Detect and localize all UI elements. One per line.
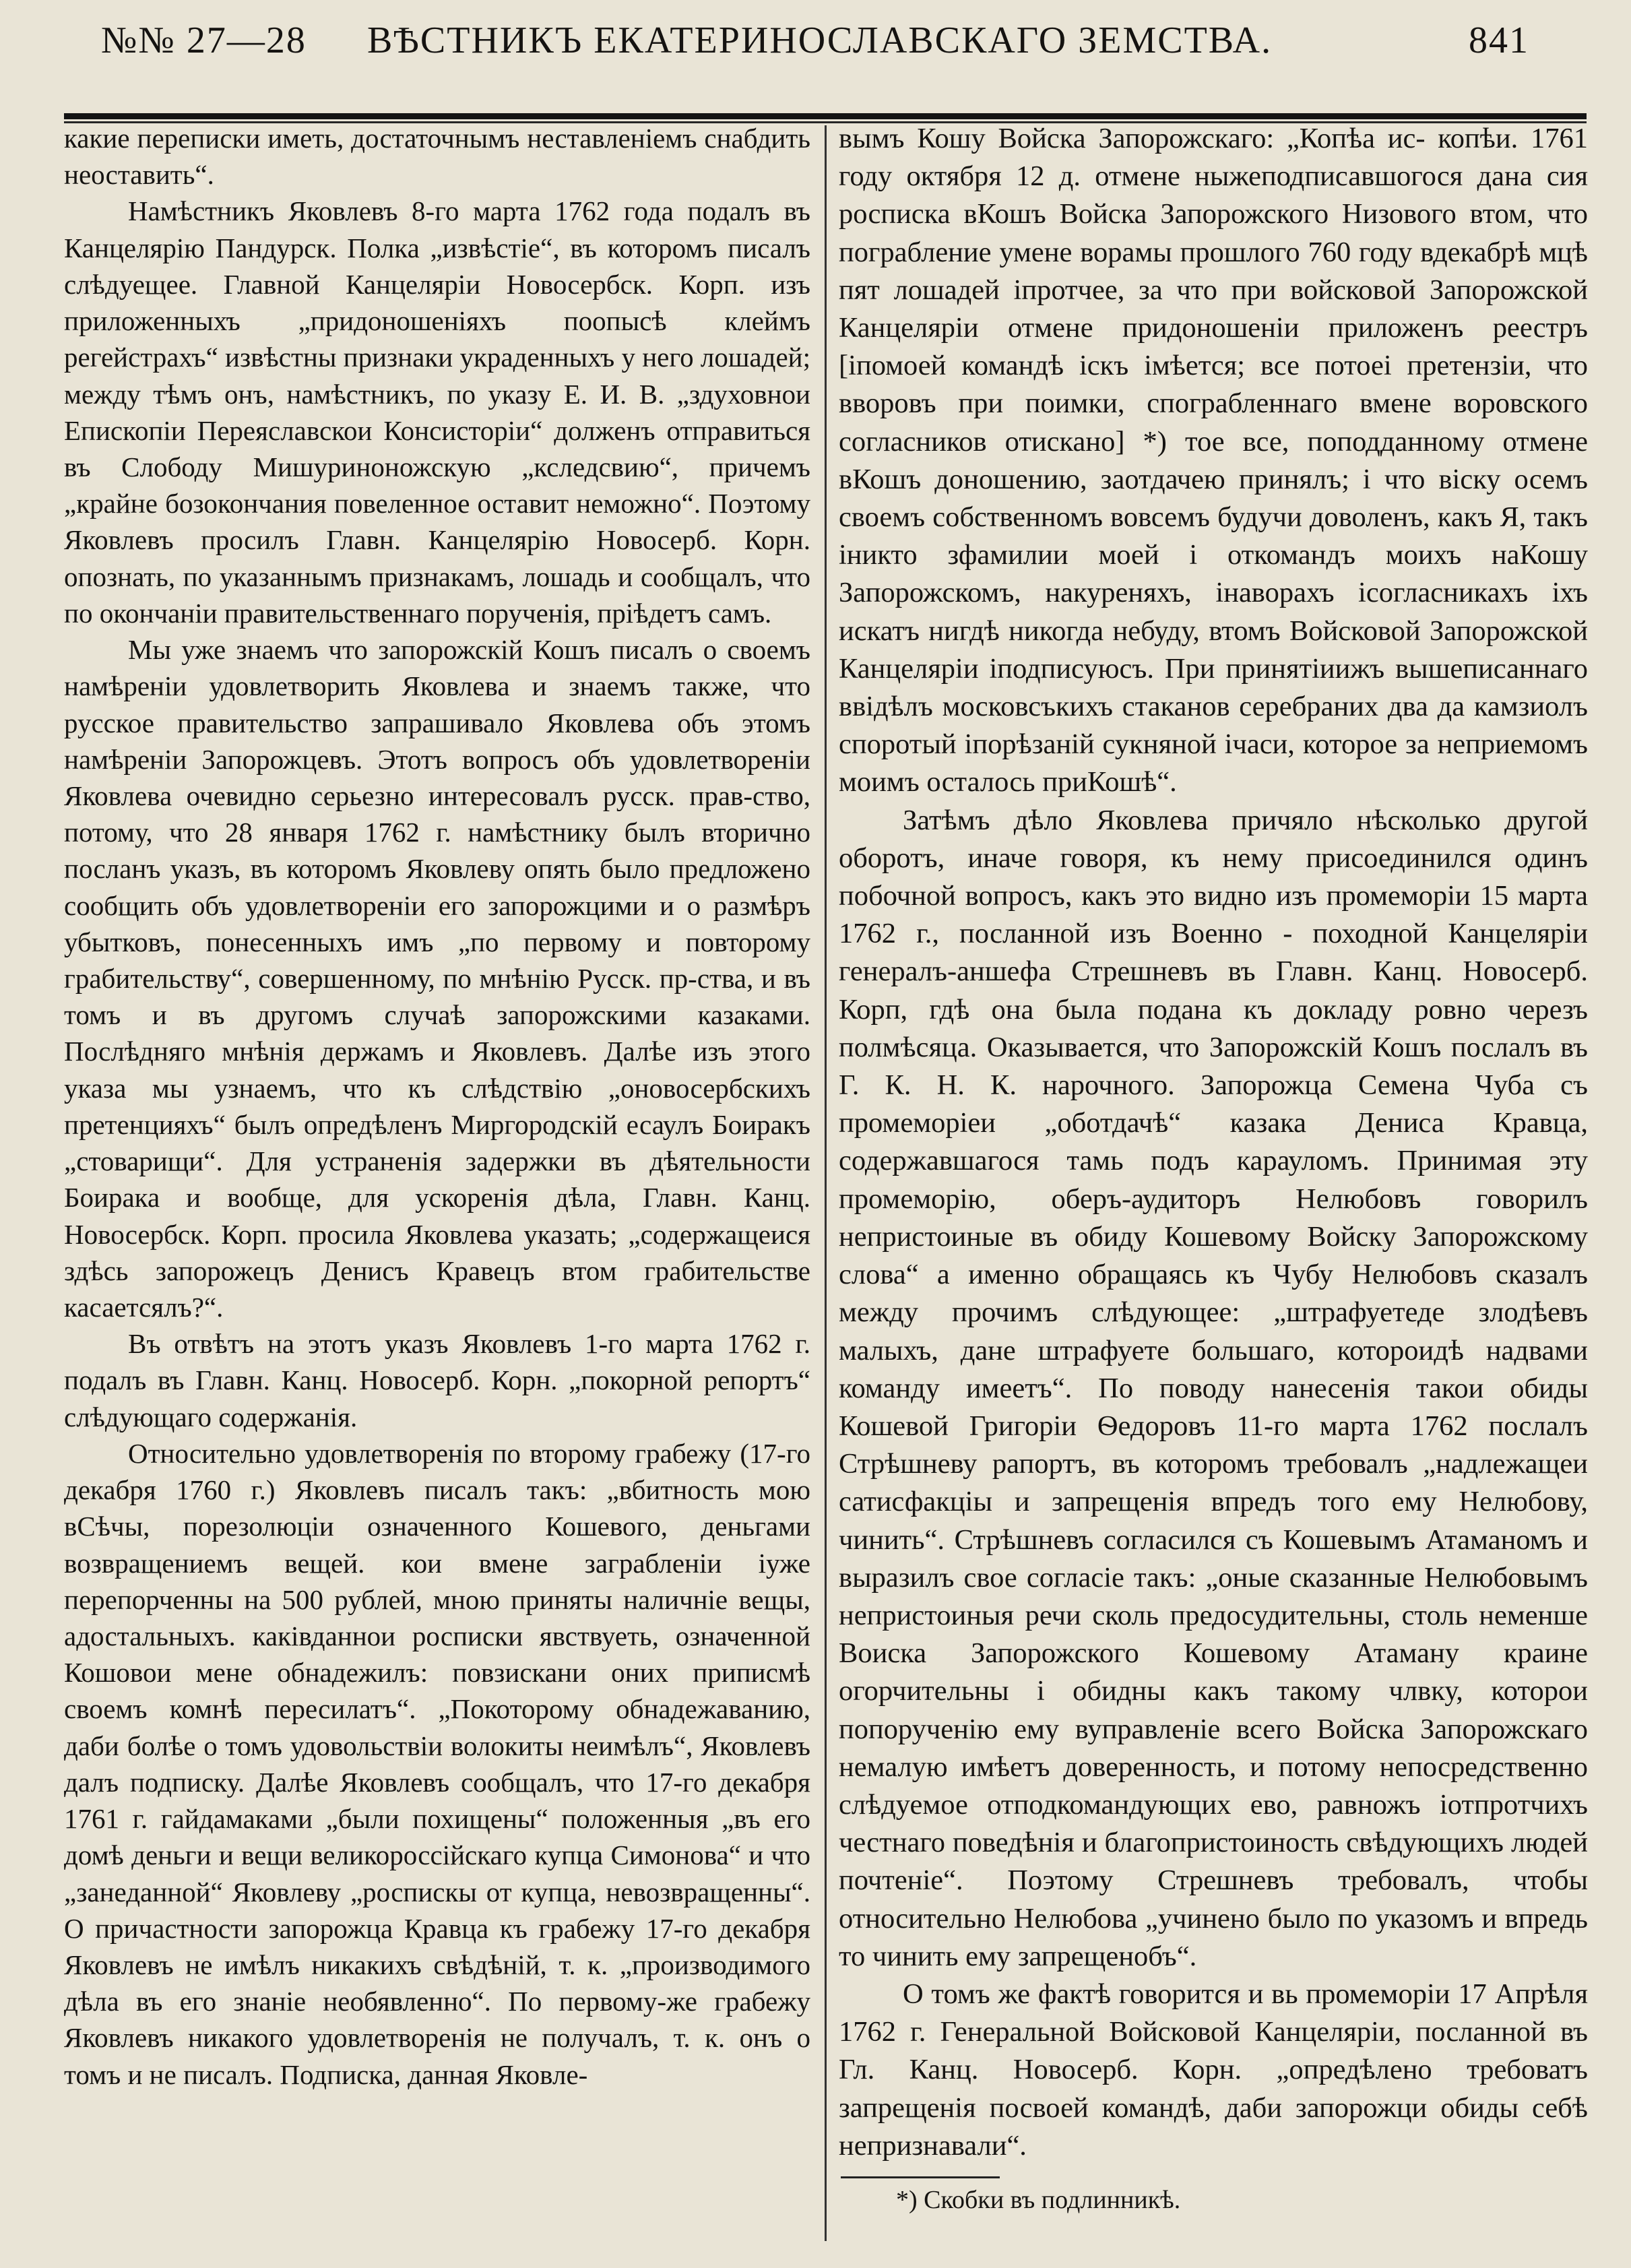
footnote-rule	[841, 2176, 1000, 2178]
running-header	[101, 12, 1529, 93]
paragraph: какие переписки иметь, достаточнымъ неставленіемъ снабдить неоставить“.	[64, 123, 810, 191]
paragraph: О томъ же фактѣ говорится и вь промеморіи 17 Апрѣля 1762 г. Генеральной Войсковой Канцеляріи, посланной въ Гл. Канц. Новосерб. Корн. „опредѣлено требоватъ запрещенія посвоей командѣ, даби запорожци обиды себѣ непризнавали“.	[839, 1978, 1588, 2162]
issue-number: №№ 27—28	[101, 20, 307, 61]
paragraph: Относительно удовлетворенія по второму грабежу (17-го декабря 1760 г.) Яковлевъ писалъ такъ: „вбитность мою вСѣчы, порезолюціи означенного Кошевого, деньгами возвращениемъ вещей. кои вмене заграбленіи іуже перепорченны на 500 рублей, мною приняты наличніе вещы, адостальныхъ. какiвданнои росписки явствуеть, означенной Кошовои мене обнадежилъ: повзискани оних приписмѣ своемъ комнѣ пересилатъ“. „Покоторому обнадежаванию, даби болѣе о томъ удовольствіи волокиты неимѣлъ“, Яковлевъ далъ подписку. Далѣе Яковлевъ сообщалъ, что 17-го декабря 1761 г. гайдамаками „были похищены“ положенныя „въ его домѣ деньги и вещи великороссійскаго купца Симонова“ и что „занеданной“ Яковлеву „роспискы от купца, невозвращенны“. О причастности запорожца Кравца къ грабежу 17-го декабря Яковлевъ не имѣлъ никакихъ свѣдѣній, т. к. „производимого дѣла въ его знаніе необявленно“. По первому-же грабежу Яковлевъ никакого удовлетворенія не получалъ, т. к. онъ о томъ и не писалъ. Подписка, данная Яковле-	[64, 1437, 810, 2090]
paragraph: Затѣмъ дѣло Яковлева причяло нѣсколько другой оборотъ, иначе говоря, къ нему присоединился одинъ побочной вопросъ, какъ это видно изъ промеморіи 15 марта 1762 г., посланной изъ Военно - походной Канцеляріи генералъ-аншефа Стрешневъ въ Главн. Канц. Новосерб. Корп, гдѣ она была подана къ докладу ровно черезъ полмѣсяца. Оказывается, что Запорожскій Кошъ послалъ въ Г. К. Н. К. нарочного. Запорожца Семена Чуба съ промеморіеи „оботдачѣ“ казака Дениса Кравца, содержавшагося тамь подъ карауломъ. Принимая эту промеморію, оберъ-аудиторъ Нелюбовъ говорилъ непристоиные въ обиду Кошевому Войску Запорожскому слова“ а именно обращаясь къ Чубу Нелюбовъ сказалъ между прочимъ слѣдующее: „штрафуетеде злодѣевъ малыхъ, дане штрафуете большаго, котороидѣ надвами команду имеетъ“. По поводу нанесенія такои обиды Кошевой Григоріи Ѳедоровъ 11-го марта 1762 послалъ Стрѣшневу рапортъ, въ которомъ требовалъ „надлежащеи сатисфакціы и запрещенія впредъ того ему Нелюбову, чинить“. Стрѣшневъ согласился съ Кошевымъ Атаманомъ и выразилъ свое согласіе такъ: „оные сказанные Нелюбовымъ непристоиныя речи сколь предосудительны, столь неменше Воиска Запорожского Кошевому Атаману краине огорчительны і обидны какъ такому члвку, которои попорученію ему вуправленіе всего Войска Запорожскаго немалую имѣетъ доверенность, и потому непосредственно слѣдуемое отподкомандующих ево, равножъ іотпротчихъ честнаго поведѣнія и благопристоиность свѣдующихъ людей почтеніе“. Поэтому Стрешневъ требовалъ, чтобы относительно Нелюбова „учинено было по указомъ и впредь то чинить ему запрещенобъ“.	[839, 804, 1588, 1972]
paragraph: Мы уже знаемъ что запорожскій Кошъ писалъ о своемъ намѣреніи удовлетворить Яковлева и знаемъ также, что русское правительство запрашивало Яковлева объ этомъ намѣреніи Запорожцевъ. Этотъ вопросъ объ удовлетвореніи Яковлева очевидно серьезно интересовалъ русск. прав-ство, потому, что 28 января 1762 г. намѣстнику былъ вторично посланъ указъ, въ которомъ Яковлеву опять было предложено сообщить объ удовлетвореніи его запорожцими и о размѣръ убытковъ, понесенныхъ имъ „по первому и повторому грабительству“, совершенному, по мнѣнію Русск. пр-ства, и въ томъ и въ другомъ случаѣ запорожскими казаками. Послѣдняго мнѣнія держамъ и Яковлевъ. Далѣе изъ этого указа мы узнаемъ, что къ слѣдствію „оновосербскихъ претенцияхъ“ былъ опредѣленъ Миргородскій есаулъ Боиракъ „стоварищи“. Для устраненія задержки въ дѣятельности Боирака и вообще, для ускоренія дѣла, Главн. Канц. Новосербск. Корп. просила Яковлева указать; „содержащеися здѣсь запорожецъ Денисъ Кравецъ втом грабительстве касаетсялъ?“.	[64, 634, 810, 1323]
right-column	[839, 120, 1588, 2165]
footnote: *) Скобки въ подлинникѣ.	[896, 2186, 1181, 2214]
header-rule	[64, 113, 1587, 119]
paragraph: Намѣстникъ Яковлевъ 8-го марта 1762 года подалъ въ Канцелярію Пандурск. Полка „извѣстіе“, въ которомъ писалъ слѣдуещее. Главной Канцеляріи Новосербск. Корп. изъ приложенныхъ „придоношеніяхъ поопысѣ клеймъ регейстрахъ“ извѣстны признаки украденныхъ у него лошадей; между тѣмъ онъ, намѣстникъ, по указу Е. И. В. „здуховнои Епископіи Переяславскои Консисторіи“ долженъ отправиться въ Слободу Мишуриноножскую „кследсвию“, причемъ „крайне бозокончания повеленное оставит неможно“. Поэтому Яковлевъ просилъ Главн. Канцелярію Новосерб. Корн. опознать, по указаннымъ признакамъ, лошадь и сообщалъ, что по окончаніи правительственнаго порученія, пріѣдетъ самъ.	[64, 195, 811, 629]
paragraph: Въ отвѣтъ на этотъ указъ Яковлевъ 1-го марта 1762 г. подалъ въ Главн. Канц. Новосерб. Корн. „покорной репортъ“ слѣдующаго содержанія.	[64, 1328, 810, 1432]
paragraph: вымъ Кошу Войска Запорожскаго: „Копѣа ис- копѣи. 1761 году октября 12 д. отмене ныжеподписавшогося дана сия росписка вКошъ Войска Запорожского Низового втом, что пограбление умене ворамы прошлого 760 году вдекабрѣ мцѣ пят лошадей іпротчее, за что при войсковой Запорожской Канцеляріи отмене придоношеніи приложенъ реестръ [іпомоей командѣ іскъ імѣется; все потоеі претензіи, что вворовъ при поимки, спограбленнаго вмене воровского согласников отискано] *) тое все, поподданному отмене вКошъ доношению, заотдачею принялъ; і что віску осемъ своемъ собственномъ вовсемъ будучи доволенъ, какъ Я, такъ іникто зфамилии моей і откомандъ моихъ наКошу Запорожскомъ, накуреняхъ, інаворахъ ісогласникахъ іхъ искатъ нигдѣ никогда небуду, втомъ Войсковой Запорожской Канцеляріи іподписуюсъ. При принятіиижъ вышеписаннаго ввідѣлъ московсъкихъ стаканов серебраних два да камзиолъ споротый іпорѣзаній сукняной ічаси, которое за неприемомъ моимъ осталось приКошѣ“.	[839, 123, 1588, 798]
column-divider	[825, 125, 827, 2241]
page-number: 841	[1469, 20, 1529, 61]
journal-title: ВѢСТНИКЪ ЕКАТЕРИНОСЛАВСКАГО ЗЕМСТВА.	[367, 20, 1273, 61]
left-column	[64, 120, 810, 2093]
